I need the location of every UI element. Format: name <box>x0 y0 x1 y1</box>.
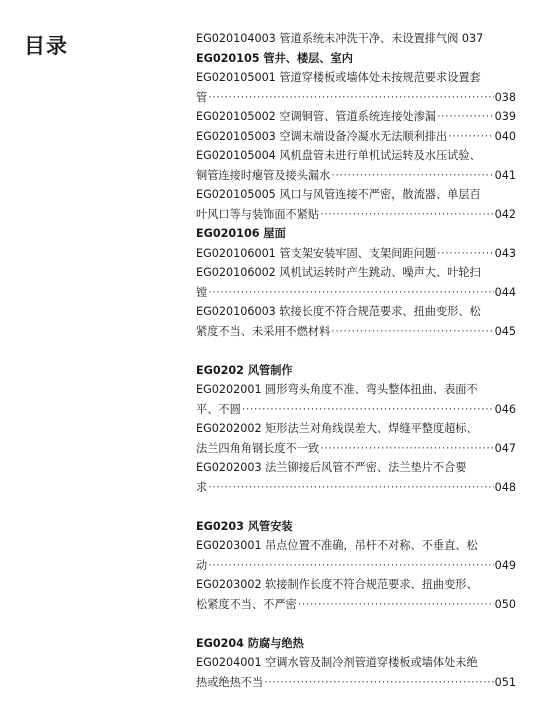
toc-list <box>196 29 516 692</box>
toc-entry-text: EG020105002 空调铜管、管道系统连接处渗漏 <box>196 110 436 123</box>
dot-leader <box>437 244 494 264</box>
dot-leader <box>320 439 494 459</box>
toc-page-number: 049 <box>494 558 516 572</box>
toc-page-number: 046 <box>494 402 516 416</box>
dot-leader <box>448 127 493 147</box>
toc-entry-text: 平、不圆 <box>196 402 241 416</box>
toc-entry-line[interactable] <box>196 439 516 459</box>
toc-entry-line[interactable] <box>196 127 516 147</box>
toc-section-heading: EG020106 屋面 <box>196 227 286 240</box>
section-gap <box>196 497 516 517</box>
dot-leader <box>208 283 493 303</box>
toc-page-number: 045 <box>494 324 516 338</box>
dot-leader <box>242 400 494 420</box>
dot-leader <box>208 556 493 576</box>
toc-entry-line[interactable] <box>196 400 516 420</box>
toc-section-heading: EG0203 风管安装 <box>196 519 293 533</box>
toc-page-number: 044 <box>494 285 516 299</box>
toc-page-number: 042 <box>494 207 516 221</box>
toc-entry-line[interactable]: EG0202002 矩形法兰对角线误差大、焊缝平整度超标、 <box>196 422 478 435</box>
toc-entry-line[interactable]: EG0203001 吊点位置不准确，吊杆不对称、不垂直、松 <box>196 539 478 552</box>
toc-page-number: 040 <box>494 129 516 143</box>
toc-entry-line[interactable] <box>196 107 516 127</box>
dot-leader <box>298 595 494 615</box>
toc-entry-line[interactable]: EG020105001 管道穿楼板或墙体处未按规范要求设置套 <box>196 71 481 84</box>
toc-entry-text: 热或绝热不当 <box>196 675 264 689</box>
toc-page-number: 043 <box>494 246 516 260</box>
toc-entry-text: 叶风口等与装饰面不紧贴 <box>196 207 320 221</box>
section-gap <box>196 614 516 634</box>
dot-leader <box>208 478 493 498</box>
toc-entry-line[interactable] <box>196 673 516 693</box>
toc-entry-line[interactable]: EG020105004 风机盘管未进行单机试运转及水压试验、 <box>196 149 481 162</box>
toc-entry-text: EG020105003 空调末端设备冷凝水无法顺利排出 <box>196 129 448 143</box>
toc-entry-line[interactable]: EG0203002 软接制作长度不符合规范要求、扭曲变形、 <box>196 578 478 591</box>
toc-section-heading: EG0202 风管制作 <box>196 363 293 377</box>
dot-leader <box>331 322 493 342</box>
dot-leader <box>208 88 493 108</box>
toc-entry-line[interactable]: EG0204001 空调水管及制冷剂管道穿楼板或墙体处未绝 <box>196 656 478 669</box>
dot-leader <box>320 205 494 225</box>
toc-entry-text: 镗 <box>196 285 208 299</box>
toc-entry-line[interactable]: EG020106003 软接长度不符合规范要求、扭曲变形、松 <box>196 305 481 318</box>
toc-entry-text: 松紧度不当、不严密 <box>196 597 297 611</box>
toc-entry-line[interactable] <box>196 556 516 576</box>
toc-entry-line[interactable] <box>196 244 516 264</box>
toc-entry-line[interactable] <box>196 88 516 108</box>
toc-entry-text: 管 <box>196 90 208 104</box>
toc-section-heading: EG020105 管井、楼层、室内 <box>196 51 353 65</box>
toc-entry-line[interactable] <box>196 322 516 342</box>
dot-leader <box>437 107 494 127</box>
toc-entry-text: 法兰四角角钢长度不一致 <box>196 441 320 455</box>
toc-page-number: 051 <box>494 675 516 689</box>
toc-page-number: 038 <box>494 90 516 104</box>
toc-section-heading: EG0204 防腐与绝热 <box>196 636 304 650</box>
toc-page-number: 041 <box>494 168 516 182</box>
toc-heading: 目录 <box>24 34 68 58</box>
toc-entry-line[interactable] <box>196 205 516 225</box>
toc-entry-line[interactable]: EG020105005 风口与风管连接不严密，散流器、单层百 <box>196 188 481 201</box>
toc-page-number: 047 <box>494 441 516 455</box>
section-gap <box>196 341 516 361</box>
toc-entry-text: 紧度不当、未采用不燃材料 <box>196 324 331 338</box>
toc-page-number: 039 <box>494 110 516 123</box>
toc-entry-text: 求 <box>196 480 208 494</box>
toc-entry-line[interactable] <box>196 283 516 303</box>
toc-entry-line[interactable]: EG020106002 风机试运转时产生跳动、噪声大、叶轮扫 <box>196 266 481 279</box>
dot-leader <box>264 673 494 693</box>
toc-entry-line[interactable]: EG0202001 圆形弯头角度不准、弯头整体扭曲、表面不 <box>196 383 478 396</box>
toc-entry-line[interactable] <box>196 478 516 498</box>
toc-entry-text: 铜管连接时瘪管及接头漏水 <box>196 168 331 182</box>
toc-entry-line[interactable]: EG020104003 管道系统未冲洗干净、未设置排气阀 037 <box>196 32 484 45</box>
toc-entry-line[interactable] <box>196 595 516 615</box>
toc-entry-line[interactable]: EG0202003 法兰铆接后风管不严密、法兰垫片不合要 <box>196 461 467 474</box>
dot-leader <box>331 166 493 186</box>
toc-entry-line[interactable] <box>196 166 516 186</box>
toc-page-number: 048 <box>494 480 516 494</box>
toc-entry-text: 动 <box>196 558 208 572</box>
toc-entry-text: EG020106001 管支架安装牢固、支架间距问题 <box>196 246 436 260</box>
toc-page-number: 050 <box>494 597 516 611</box>
